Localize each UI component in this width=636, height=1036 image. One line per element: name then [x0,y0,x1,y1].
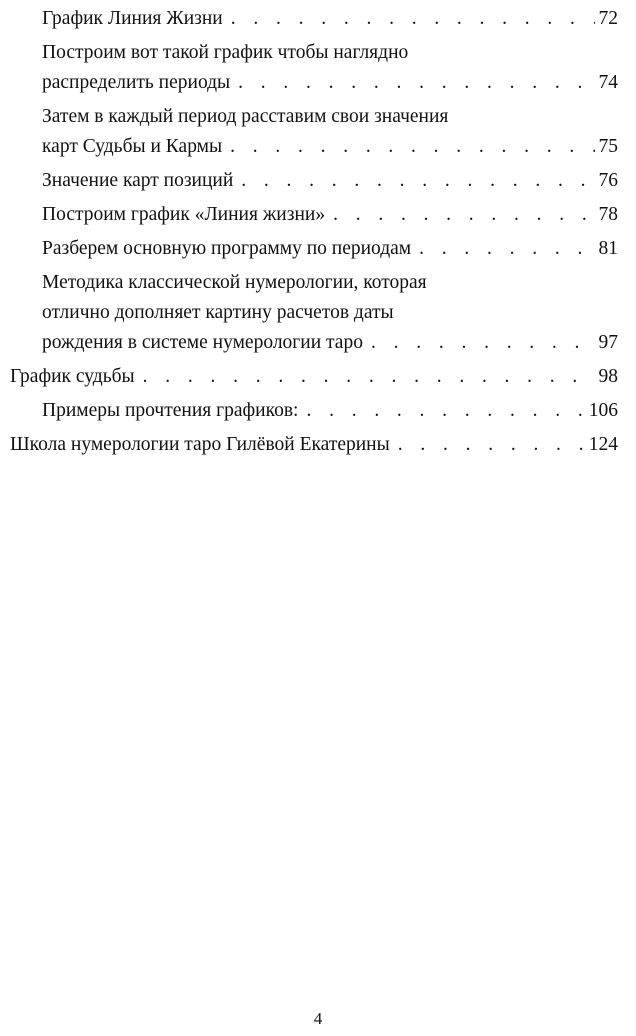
toc-entry-line [10,430,636,460]
toc-entry[interactable] [0,234,636,264]
toc-entry-title-line: Построим вот такой график чтобы наглядно [42,42,409,63]
toc-chapter[interactable] [0,430,636,460]
toc-page-number: 78 [598,204,618,225]
dot-leader [398,430,585,460]
toc-entry[interactable] [0,268,636,358]
toc-entry-title: рождения в системе нумерологии таро [42,332,363,353]
toc-entry-line [42,200,636,230]
toc-entry-line [42,396,636,426]
toc-entry[interactable] [0,166,636,196]
dot-leader [371,328,595,358]
toc-page-number: 98 [598,366,618,387]
toc-page-number: 106 [588,400,618,421]
dot-leader [333,200,594,230]
toc-entry-title-line: Затем в каждый период расставим свои значения [42,106,449,127]
toc-entry-title-line: отлично дополняет картину расчетов даты [42,302,394,323]
table-of-contents [0,4,636,464]
toc-entry-line [42,132,636,162]
toc-entry[interactable] [0,396,636,426]
toc-page-number: 124 [588,434,618,455]
dot-leader [419,234,594,264]
toc-entry-line [42,166,636,196]
dot-leader [143,362,595,392]
toc-chapter-title: Школа нумерологии таро Гилёвой Екатерины [10,434,390,455]
toc-entry-title: распределить периоды [42,72,231,93]
toc-entry-line [42,68,636,98]
toc-entry-line [10,362,636,392]
toc-entry-line [42,328,636,358]
dot-leader [241,166,594,196]
toc-entry-title: Построим график «Линия жизни» [42,204,326,225]
toc-page-number: 74 [598,72,618,93]
toc-entry[interactable] [0,38,636,98]
toc-page-number: 72 [598,8,618,29]
toc-entry-title: Разберем основную программу по периодам [42,238,412,259]
toc-entry-line [42,234,636,264]
toc-entry-title: Примеры прочтения графиков: [42,400,299,421]
toc-chapter[interactable] [0,362,636,392]
toc-entry-title: График Линия Жизни [42,8,223,29]
page-number: 4 [313,1009,323,1028]
toc-entry[interactable] [0,4,636,34]
dot-leader [306,396,584,426]
toc-entry[interactable] [0,102,636,162]
toc-entry-title: карт Судьбы и Кармы [42,136,223,157]
dot-leader [238,68,594,98]
toc-page-number: 97 [598,332,618,353]
toc-page-number: 81 [598,238,618,259]
toc-chapter-title: График судьбы [10,366,135,387]
toc-entry[interactable] [0,200,636,230]
dot-leader [231,4,595,34]
toc-entry-title-line: Методика классической нумерологии, которая [42,272,427,293]
dot-leader [230,132,594,162]
toc-entry-line [42,4,636,34]
toc-page-number: 76 [598,170,618,191]
toc-entry-title: Значение карт позиций [42,170,234,191]
toc-page-number: 75 [598,136,618,157]
